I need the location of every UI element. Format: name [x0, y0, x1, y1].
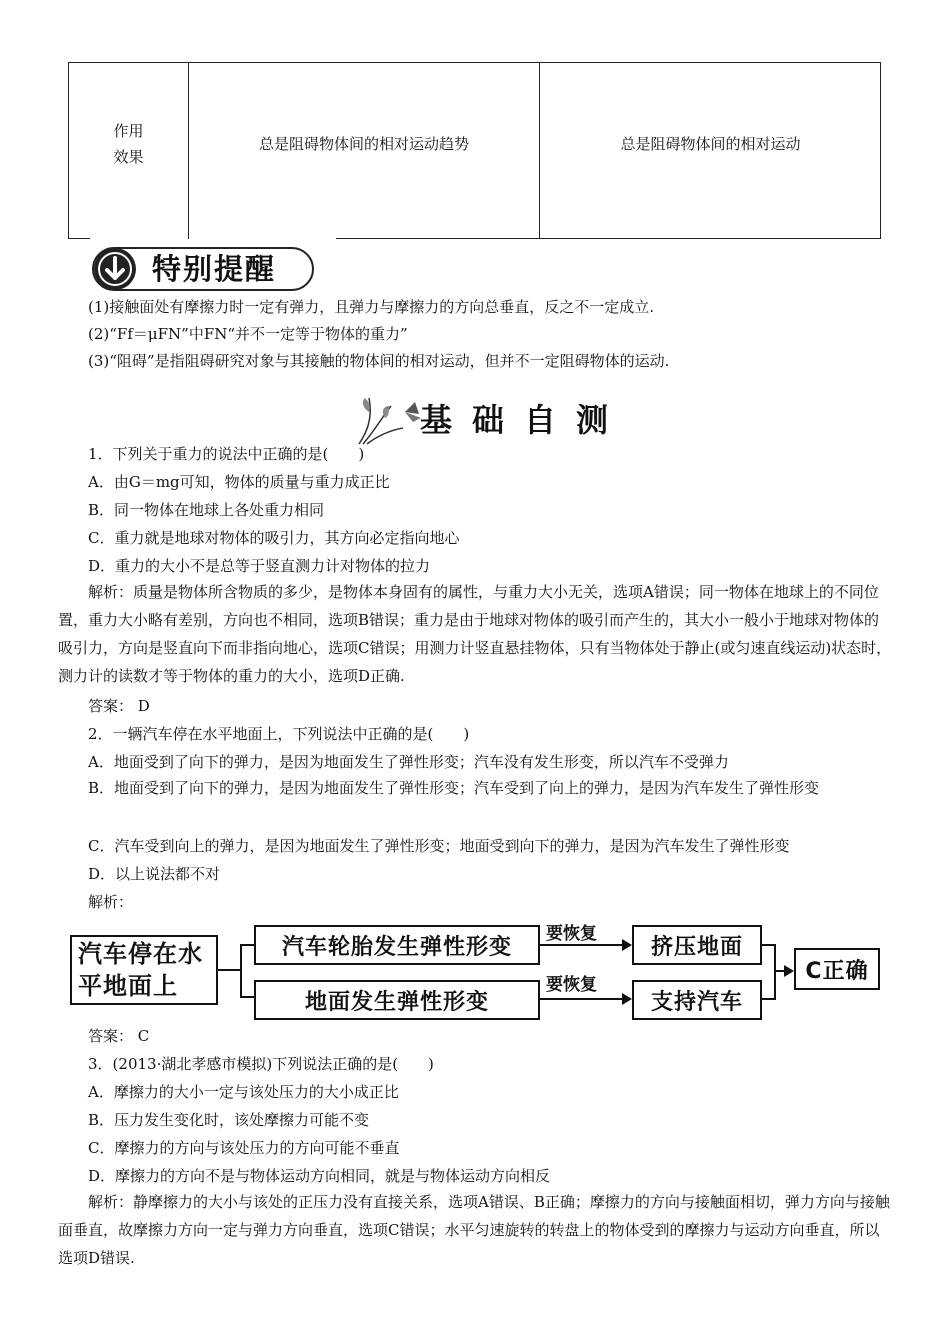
selftest-title-char: 测: [576, 401, 609, 439]
q2-option-c: C．汽车受到向上的弹力，是因为地面发生了弹性形变；地面受到向下的弹力，是因为汽车发生了弹性形变: [88, 837, 790, 855]
arrow-right-icon: [784, 965, 794, 977]
q3-option-b: B．压力发生变化时，该处摩擦力可能不变: [88, 1111, 370, 1129]
q1-analysis: 解析：质量是物体所含物质的多少，是物体本身固有的属性，与重力大小无关，选项A错误；同一物体在地球上的不同位置，重力大小略有差别，方向也不相同，选项B错误；重力是由于地球对物体的吸引而产生的，其大小一般小于地球对物体的吸引力，方向是竖直向下而非指向地心，选项C错误；用测力计竖直悬挂物体，只有当物体处于静止(或匀速直线运动)状态时，测力计的读数才等于物体的重力的大小，选项D正确.: [58, 583, 892, 685]
q1-option-b: B．同一物体在地球上各处重力相同: [88, 501, 325, 519]
flow-connector: [774, 944, 776, 1000]
q3-analysis: 解析：静摩擦力的大小与该处的正压力没有直接关系，选项A错误、B正确；摩擦力的方向与接触面相切，弹力方向与接触面垂直，故摩擦力方向一定与弹力方向垂直，选项C错误；水平匀速旋转的转盘上的物体受到的摩擦力与运动方向垂直，所以选项D错误.: [58, 1193, 890, 1267]
flow-box-result: C正确: [794, 948, 880, 990]
table-cell-kinetic-friction: 总是阻碍物体间的相对运动: [620, 135, 801, 153]
flow-box-support-car: 支持汽车: [632, 980, 762, 1020]
q1-stem: 1．下列关于重力的说法中正确的是( ): [88, 445, 365, 463]
selftest-title-char: 基: [420, 401, 453, 439]
q2-stem: 2．一辆汽车停在水平地面上，下列说法中正确的是( ): [88, 725, 470, 743]
reminder-item-3: (3)“阻碍”是指阻碍研究对象与其接触的物体间的相对运动，但并不一定阻碍物体的运动.: [88, 352, 670, 370]
reminder-item-1: (1)接触面处有摩擦力时一定有弹力，且弹力与摩擦力的方向总垂直，反之不一定成立.: [88, 298, 655, 316]
table-cell-static-friction: 总是阻碍物体间的相对运动趋势: [258, 135, 469, 153]
table-bottom-border: [336, 238, 881, 239]
q1-option-a: A．由G＝mg可知，物体的质量与重力成正比: [88, 473, 390, 491]
flow-arrow-top: [540, 944, 622, 946]
flow-connector: [240, 944, 254, 946]
q2-option-b: B．地面受到了向下的弹力，是因为地面发生了弹性形变；汽车受到了向上的弹力，是因为汽车发生了弹性形变: [88, 779, 820, 797]
q2-answer: 答案： C: [88, 1027, 150, 1045]
flow-connector: [240, 944, 242, 998]
flow-box-press-ground: 挤压地面: [632, 925, 762, 965]
q2-analysis-label: 解析：: [88, 893, 134, 911]
q1-answer: 答案： D: [88, 697, 150, 715]
selftest-title-char: 础: [472, 401, 505, 439]
flow-edge-label-bottom: 要恢复: [546, 975, 597, 995]
table-bottom-border: [68, 238, 90, 239]
q2-option-d: D．以上说法都不对: [88, 865, 221, 883]
table-row-label: 作用 效果: [113, 122, 144, 166]
flow-arrow-bottom: [540, 998, 622, 1000]
orchid-butterfly-icon: [355, 392, 425, 450]
q3-stem: 3．(2013·湖北孝感市模拟)下列说法正确的是( ): [88, 1055, 434, 1073]
down-arrow-icon: [94, 248, 136, 290]
q1-option-c: C．重力就是地球对物体的吸引力，其方向必定指向地心: [88, 529, 460, 547]
selftest-title-char: 自: [524, 401, 557, 439]
q3-option-a: A．摩擦力的大小一定与该处压力的大小成正比: [88, 1083, 399, 1101]
reminder-item-2: (2)“Ff＝μFN”中FN“并不一定等于物体的重力”: [88, 325, 408, 343]
flow-connector: [240, 996, 254, 998]
q3-option-c: C．摩擦力的方向与该处压力的方向可能不垂直: [88, 1139, 400, 1157]
flow-box-start: 汽车停在水平地面上: [70, 935, 218, 1005]
flow-connector: [218, 969, 240, 971]
flow-edge-label-top: 要恢复: [546, 924, 597, 944]
flow-box-ground-deform: 地面发生弹性形变: [254, 980, 540, 1020]
q1-option-d: D．重力的大小不是总等于竖直测力计对物体的拉力: [88, 557, 431, 575]
arrow-right-icon: [622, 939, 632, 951]
reminder-title: 特别提醒: [152, 252, 277, 286]
arrow-right-icon: [622, 993, 632, 1005]
q2-option-a: A．地面受到了向下的弹力，是因为地面发生了弹性形变；汽车没有发生形变，所以汽车不受弹力: [88, 753, 729, 771]
q3-option-d: D．摩擦力的方向不是与物体运动方向相同，就是与物体运动方向相反: [88, 1167, 551, 1185]
flow-box-tire-deform: 汽车轮胎发生弹性形变: [254, 925, 540, 965]
